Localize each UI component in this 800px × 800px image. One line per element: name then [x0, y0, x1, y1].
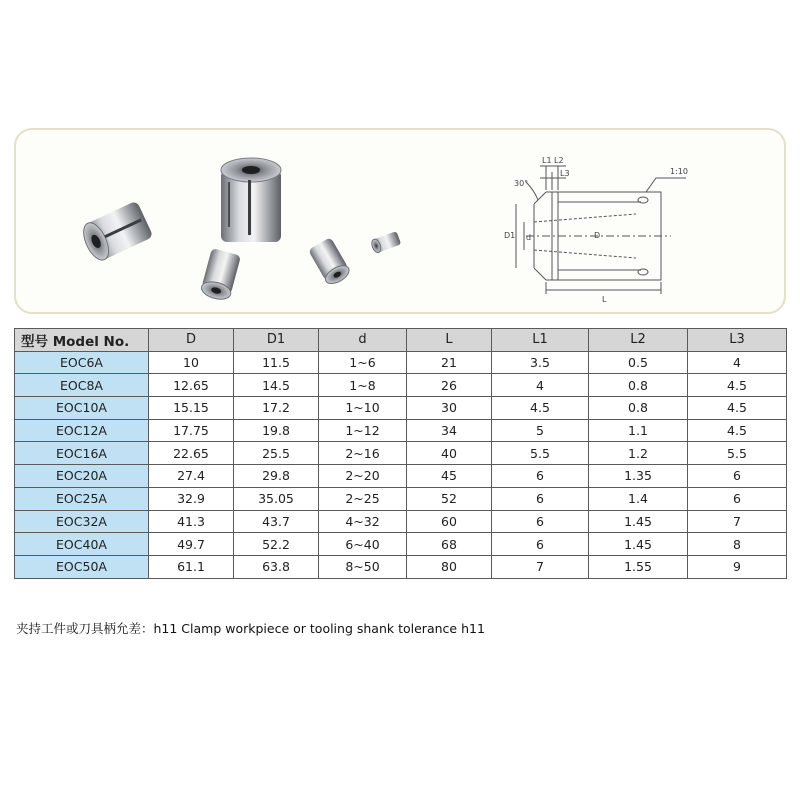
table-row — [15, 442, 787, 465]
cell-l1: 3.5 — [492, 351, 589, 374]
cell-model: EOC6A — [15, 351, 149, 374]
table-row — [15, 487, 787, 510]
cell-d1: 63.8 — [234, 555, 319, 578]
cell-l2: 0.8 — [589, 374, 688, 397]
cell-d: 1~6 — [319, 351, 407, 374]
header-d: d — [319, 329, 407, 352]
drawing-label-L: L — [602, 295, 607, 302]
cell-model: EOC32A — [15, 510, 149, 533]
cell-l3: 9 — [688, 555, 787, 578]
cell-model: EOC25A — [15, 487, 149, 510]
collet-large — [221, 158, 281, 242]
drawing-label-d: d — [526, 233, 532, 242]
cell-d: 27.4 — [149, 465, 234, 488]
cell-l2: 1.1 — [589, 419, 688, 442]
cell-d: 4~32 — [319, 510, 407, 533]
cell-l: 80 — [407, 555, 492, 578]
cell-d: 1~12 — [319, 419, 407, 442]
drawing-label-d1: D1 — [504, 231, 516, 240]
cell-d: 61.1 — [149, 555, 234, 578]
cell-l3: 4.5 — [688, 397, 787, 420]
cell-l3: 4 — [688, 351, 787, 374]
cell-l1: 4.5 — [492, 397, 589, 420]
cell-d: 6~40 — [319, 533, 407, 556]
cell-l: 68 — [407, 533, 492, 556]
header-D1: D1 — [234, 329, 319, 352]
header-D: D — [149, 329, 234, 352]
cell-l1: 4 — [492, 374, 589, 397]
cell-l1: 6 — [492, 533, 589, 556]
cell-d: 41.3 — [149, 510, 234, 533]
table-row — [15, 351, 787, 374]
cell-model: EOC12A — [15, 419, 149, 442]
cell-d1: 43.7 — [234, 510, 319, 533]
cell-l2: 1.4 — [589, 487, 688, 510]
header-L3: L3 — [688, 329, 787, 352]
cell-d: 15.15 — [149, 397, 234, 420]
cell-l3: 4.5 — [688, 374, 787, 397]
cell-l1: 5.5 — [492, 442, 589, 465]
product-banner — [14, 128, 786, 314]
collet-small — [308, 237, 352, 287]
technical-drawing — [486, 152, 726, 302]
cell-l2: 1.45 — [589, 533, 688, 556]
cell-l1: 6 — [492, 465, 589, 488]
cell-d1: 35.05 — [234, 487, 319, 510]
cell-d1: 14.5 — [234, 374, 319, 397]
drawing-label-l3: L3 — [560, 169, 570, 178]
table-row — [15, 533, 787, 556]
cell-d1: 29.8 — [234, 465, 319, 488]
cell-l1: 6 — [492, 487, 589, 510]
cell-model: EOC40A — [15, 533, 149, 556]
cell-d: 49.7 — [149, 533, 234, 556]
cell-l: 52 — [407, 487, 492, 510]
table-header-row — [15, 329, 787, 352]
drawing-taper: 1:10 — [670, 167, 688, 176]
cell-model: EOC50A — [15, 555, 149, 578]
cell-l3: 4.5 — [688, 419, 787, 442]
cell-l2: 1.35 — [589, 465, 688, 488]
drawing-angle: 30° — [514, 179, 529, 188]
cell-d: 17.75 — [149, 419, 234, 442]
cell-l3: 8 — [688, 533, 787, 556]
cell-d1: 52.2 — [234, 533, 319, 556]
cell-d: 22.65 — [149, 442, 234, 465]
table-row — [15, 510, 787, 533]
cell-d: 8~50 — [319, 555, 407, 578]
header-model: 型号 Model No. — [15, 329, 149, 352]
collet-left — [79, 200, 154, 263]
cell-d1: 17.2 — [234, 397, 319, 420]
table-row — [15, 397, 787, 420]
cell-model: EOC20A — [15, 465, 149, 488]
cell-d: 12.65 — [149, 374, 234, 397]
cell-d: 2~20 — [319, 465, 407, 488]
cell-l2: 1.55 — [589, 555, 688, 578]
cell-l1: 7 — [492, 555, 589, 578]
cell-l3: 5.5 — [688, 442, 787, 465]
cell-model: EOC16A — [15, 442, 149, 465]
cell-d: 2~16 — [319, 442, 407, 465]
cell-l: 60 — [407, 510, 492, 533]
collet-tiny — [370, 231, 401, 254]
cell-d: 32.9 — [149, 487, 234, 510]
cell-l2: 0.8 — [589, 397, 688, 420]
table-row — [15, 419, 787, 442]
spec-table — [14, 328, 787, 579]
drawing-label-D: D — [594, 231, 601, 240]
cell-model: EOC8A — [15, 374, 149, 397]
cell-d: 1~10 — [319, 397, 407, 420]
cell-d: 2~25 — [319, 487, 407, 510]
cell-d1: 25.5 — [234, 442, 319, 465]
cell-l3: 7 — [688, 510, 787, 533]
drawing-label-l1: L1 — [542, 156, 552, 165]
cell-d: 10 — [149, 351, 234, 374]
cell-l2: 0.5 — [589, 351, 688, 374]
cell-l: 21 — [407, 351, 492, 374]
cell-d: 1~8 — [319, 374, 407, 397]
cell-l2: 1.45 — [589, 510, 688, 533]
cell-l3: 6 — [688, 465, 787, 488]
drawing-label-l2: L2 — [554, 156, 564, 165]
collet-medium — [200, 248, 241, 302]
cell-l: 26 — [407, 374, 492, 397]
product-photo — [16, 130, 456, 314]
cell-d1: 11.5 — [234, 351, 319, 374]
header-L1: L1 — [492, 329, 589, 352]
header-L2: L2 — [589, 329, 688, 352]
cell-l1: 5 — [492, 419, 589, 442]
header-L: L — [407, 329, 492, 352]
table-row — [15, 374, 787, 397]
cell-l: 40 — [407, 442, 492, 465]
cell-model: EOC10A — [15, 397, 149, 420]
cell-d1: 19.8 — [234, 419, 319, 442]
table-row — [15, 465, 787, 488]
cell-l: 30 — [407, 397, 492, 420]
cell-l: 45 — [407, 465, 492, 488]
cell-l: 34 — [407, 419, 492, 442]
tolerance-note: 夹持工件或刀具柄允差：h11 Clamp workpiece or tooling shank tolerance h11 — [16, 621, 485, 636]
cell-l3: 6 — [688, 487, 787, 510]
cell-l2: 1.2 — [589, 442, 688, 465]
table-row — [15, 555, 787, 578]
cell-l1: 6 — [492, 510, 589, 533]
